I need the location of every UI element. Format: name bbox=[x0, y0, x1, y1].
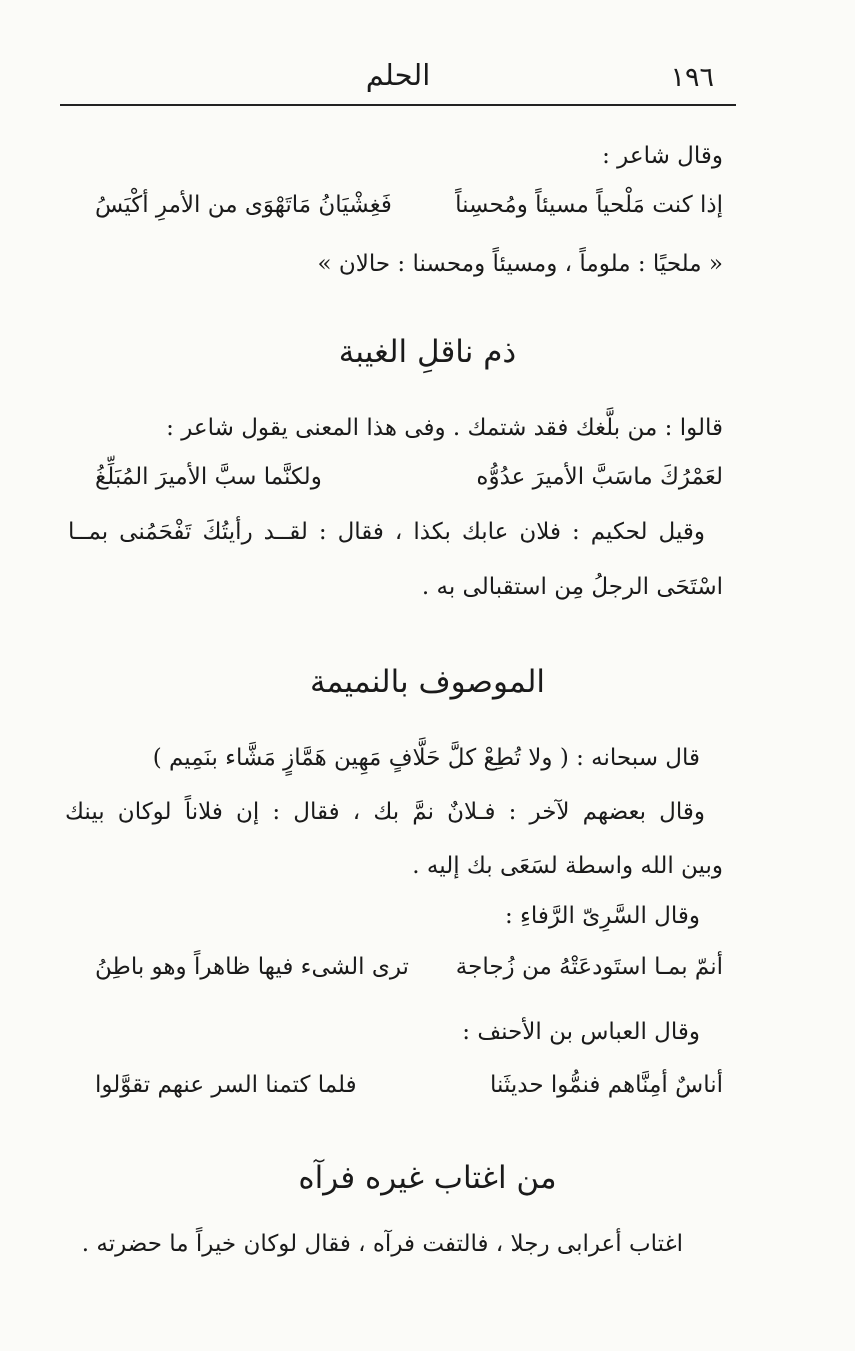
verse bbox=[95, 954, 723, 980]
verse-hemistich-first: أناسٌ أمِنَّاهم فنمُّوا حديثَنا bbox=[490, 1072, 723, 1098]
verse-hemistich-first: لعَمْرُكَ ماسَبَّ الأميرَ عدُوُّه bbox=[476, 464, 723, 490]
verse-hemistich-first: إذا كنت مَلْحياً مسيئاً ومُحسِناً bbox=[455, 192, 723, 218]
text-line: قالوا : من بلَّغك فقد شتمك . وفى هذا المعنى يقول شاعر : bbox=[166, 415, 723, 441]
verse-hemistich-second: ولكنَّما سبَّ الأميرَ المُبَلِّغُ bbox=[95, 464, 322, 490]
page-number: ١٩٦ bbox=[670, 62, 714, 93]
text-line: وقال بعضهم لآخر : فـلانٌ نمَّ بك ، فقال : إن فلاناً لوكان بينك bbox=[65, 799, 705, 825]
text-line: وقال شاعر : bbox=[602, 143, 723, 169]
section-heading: ذم ناقلِ الغيبة bbox=[338, 334, 517, 370]
text-line: وقال العباس بن الأحنف : bbox=[462, 1019, 700, 1045]
text-line: اغتاب أعرابى رجلا ، فالتفت فرآه ، فقال لوكان خيراً ما حضرته . bbox=[81, 1231, 683, 1257]
verse-hemistich-second: ترى الشىء فيها ظاهراً وهو باطِنُ bbox=[95, 954, 409, 980]
verse-hemistich-second: فلما كتمنا السر عنهم تقوَّلوا bbox=[95, 1072, 357, 1098]
section-heading: من اغتاب غيره فرآه bbox=[298, 1160, 557, 1196]
verse bbox=[95, 192, 723, 218]
quran-quote: قال سبحانه : ( ولا تُطِعْ كلَّ حَلَّافٍ مَهِين هَمَّازٍ مَشَّاء بنَمِيم ) bbox=[152, 745, 700, 771]
verse bbox=[95, 464, 723, 490]
text-line: وبين الله واسطة لسَعَى بك إليه . bbox=[412, 853, 723, 879]
verse-hemistich-second: فَغِشْيَانُ مَاتَهْوَى من الأمرِ أكْيَسُ bbox=[95, 192, 392, 218]
text-line: اسْتَحَى الرجلُ مِن استقبالى به . bbox=[421, 574, 723, 600]
text-line: وقيل لحكيم : فلان عابك بكذا ، فقال : لقــد رأيتُكَ تَفْحَمُنى بمــا bbox=[68, 519, 705, 545]
header-rule bbox=[60, 104, 736, 106]
gloss-note: « ملحيًا : ملوماً ، ومسيئاً ومحسنا : حالان » bbox=[317, 251, 723, 277]
verse bbox=[95, 1072, 723, 1098]
page-header bbox=[60, 52, 736, 102]
section-heading: الموصوف بالنميمة bbox=[309, 664, 545, 700]
verse-hemistich-first: أنمّ بمـا استَودعَتْهُ من زُجاجة bbox=[455, 954, 723, 980]
running-title: الحلم bbox=[365, 58, 431, 92]
text-line: وقال السَّرِىّ الرَّفاءِ : bbox=[504, 903, 700, 929]
